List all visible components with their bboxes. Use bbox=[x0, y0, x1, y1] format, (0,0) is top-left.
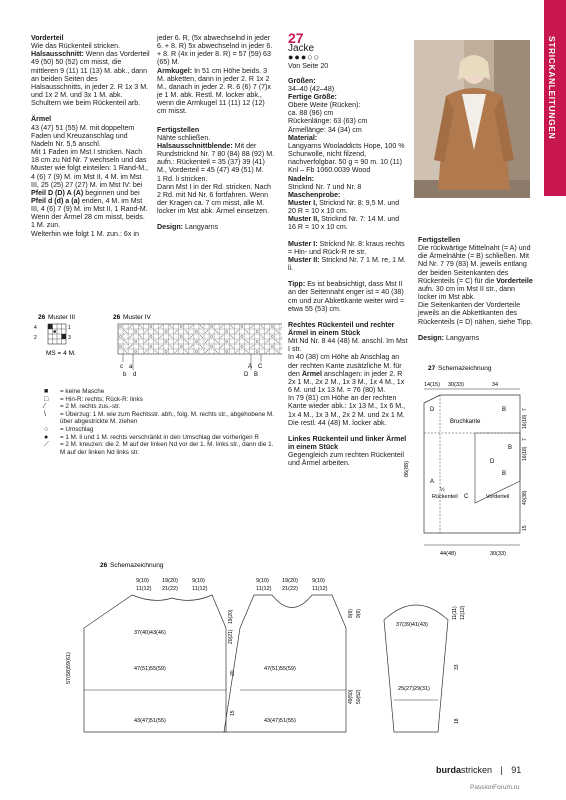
l-top-c: 19(20) bbox=[162, 578, 178, 584]
legend-text: = Umschlag bbox=[60, 425, 94, 433]
paragraph bbox=[288, 240, 408, 273]
r-top-c: 19(20) bbox=[282, 578, 298, 584]
symbol-legend bbox=[44, 388, 280, 456]
heading-nadeln: Nadeln: bbox=[288, 174, 315, 183]
muster-iv-grid bbox=[118, 324, 282, 354]
bruchkante-label: Bruchkante bbox=[450, 419, 481, 425]
heading-fertigstellen: Fertigstellen bbox=[157, 125, 200, 134]
brand-b: stricken bbox=[461, 765, 493, 775]
chart-number-2: 26 bbox=[113, 314, 121, 321]
text: Dann Mst I in der Rd. stricken. Nach 2 Rd. mit Nd Nr. 6 fortfahren. Wenn der Kragen ca. 7 cm misst, alle M. locker im Mst abk. Ärmel einsetzen. bbox=[157, 182, 271, 216]
mark-C: C bbox=[258, 364, 263, 370]
l-top-f: 11(12) bbox=[192, 586, 208, 592]
legend-item bbox=[44, 388, 280, 396]
l-r3: 20 bbox=[230, 670, 236, 676]
pattern-header bbox=[288, 30, 408, 71]
column-3 bbox=[288, 30, 408, 476]
heading-vorderteil: Vorderteil bbox=[31, 34, 64, 42]
text-bold: Ärmel bbox=[301, 369, 322, 378]
dim-r2: 16(18) bbox=[522, 414, 528, 429]
text-bold: Pfeil d (d) a (a) bbox=[31, 196, 80, 205]
r-s4: 50(52) bbox=[356, 689, 362, 704]
dim-r3: 7 bbox=[522, 438, 528, 441]
difficulty-dots: ●●●○○ bbox=[288, 52, 321, 63]
text: 34–40 (42–48) bbox=[288, 84, 335, 93]
r-top-d: 21(22) bbox=[282, 586, 298, 592]
text: Mit 1 Faden im Mst I stricken. Nach 18 cm zu Nd Nr. 7 wechseln und das Muster wie folgt einteilen: 1 Rand-M., 4 (6) 7 (9) M. im Mst II, 4 M. im Mst III, 25 (25) 27 (27) M. im Mst IV: bei bbox=[31, 148, 149, 189]
dim-r4: 16(18) bbox=[522, 446, 528, 461]
text: Die rückwärtige Mittelnaht (= A) und die Ärmelnähte (= B) schließen. Mit Nd Nr. 7 79 (83) M. jeweils entlang der beiden Seitenkanten des Rückenteils (= C) für die bbox=[418, 244, 531, 285]
text: Stricknd Nr. 8: kraus rechts = Hin- und Rück-R re str. bbox=[288, 239, 405, 256]
legend-item bbox=[44, 411, 280, 426]
row-label-3: 3 bbox=[68, 335, 71, 341]
text: Wie das Rückenteil stricken. bbox=[31, 42, 121, 51]
paragraph bbox=[288, 435, 408, 468]
paragraph bbox=[418, 334, 534, 342]
text-bold: Muster I: bbox=[288, 239, 318, 248]
column-4 bbox=[418, 236, 534, 350]
legend-item bbox=[44, 434, 280, 442]
text: Nähte schließen. bbox=[157, 133, 211, 142]
mark-d: d bbox=[133, 372, 137, 378]
paragraph bbox=[288, 321, 408, 427]
r-top-e: 9(10) bbox=[312, 578, 325, 584]
model-photo bbox=[414, 40, 530, 198]
chart-muster-iii: Muster III bbox=[48, 314, 76, 321]
knit-chart bbox=[30, 312, 282, 382]
s-r2: 12(12) bbox=[460, 605, 466, 620]
brand-name bbox=[436, 765, 492, 775]
legend-symbol-icon: ⁄ bbox=[44, 403, 46, 411]
mark-b: b bbox=[123, 372, 127, 378]
half-mark: ½ bbox=[440, 487, 445, 493]
mark-A: A bbox=[248, 364, 253, 370]
vorderteil-block bbox=[31, 34, 150, 107]
dim-t3: 34 bbox=[492, 382, 499, 388]
s-w1: 37(39)41(43) bbox=[396, 622, 428, 628]
schema-27-label: Schemazeichnung bbox=[438, 365, 492, 372]
r-s2: 9(9) bbox=[356, 609, 362, 618]
paragraph bbox=[157, 126, 275, 216]
von-seite: Von Seite 20 bbox=[288, 62, 329, 71]
s-w2: 25(27)29(31) bbox=[398, 686, 430, 692]
section-tab-label: STRICKANLEITUNGEN bbox=[547, 36, 557, 140]
letter-a: A bbox=[430, 479, 435, 485]
text: 1 Rd. li stricken. bbox=[157, 174, 208, 183]
schema-26 bbox=[44, 560, 484, 740]
l-r4: 15 bbox=[230, 710, 236, 716]
chart-number: 26 bbox=[38, 314, 46, 321]
column-2 bbox=[157, 34, 275, 239]
heading-fertige-groesse: Fertige Größe: bbox=[288, 92, 337, 101]
legend-text: = 1 M. li und 1 M. rechts verschränkt in den Umschlag der vorherigen R bbox=[60, 433, 259, 441]
text: aufn. 30 cm im Mst II str., dann locker im Mst abk. bbox=[418, 284, 515, 302]
legend-item bbox=[44, 396, 280, 404]
footer-separator: | bbox=[500, 765, 503, 775]
mark-c: c bbox=[120, 364, 123, 370]
paragraph bbox=[157, 223, 275, 231]
rueckenteil-label: Rückenteil bbox=[432, 494, 458, 500]
text: Wenn der Ärmel 28 cm misst, beids. 1 M. zun. bbox=[31, 213, 145, 230]
row-label-2: 2 bbox=[34, 335, 37, 341]
text: Obere Weite (Rücken): bbox=[288, 101, 361, 110]
text: Mit der Rundstricknd Nr. 7 80 (84) 88 (92) M. aufn.: Rückenteil = 35 (37) 39 (41) M., Vorderteil = 45 (47) 49 (51) M. bbox=[157, 141, 275, 175]
l-w3: 43(47)51(55) bbox=[134, 718, 166, 724]
legend-item bbox=[44, 441, 280, 456]
pattern-number: 27 bbox=[288, 30, 304, 46]
letter-b2: B bbox=[508, 445, 513, 451]
heading-halsausschnitt: Halsausschnitt: bbox=[31, 50, 84, 59]
dim-r6: 15 bbox=[522, 525, 528, 531]
heading-halsausschnittblende: Halsausschnittblende: bbox=[157, 141, 233, 150]
model-photo-illustration bbox=[414, 40, 530, 198]
text: In 79 (81) cm Höhe an der rechten Kante wieder abk.: 1x 13 M., 1x 6 M., 1x 4 M., 1x 3 M., 2x 2 M. und 2x 1 M. Die restl. 44 (48) M. locker abk. bbox=[288, 394, 406, 427]
design-label: Design: bbox=[157, 223, 184, 232]
r-top-f: 11(12) bbox=[312, 586, 328, 592]
text: 43 (47) 51 (55) M. mit doppeltem Faden und Kreuzanschlag und Nadeln Nr. 5,5 anschl. bbox=[31, 123, 135, 148]
schema-26-number: 26 bbox=[100, 562, 108, 569]
text: Stricknd Nr. 8: 9,5 M. und 20 R = 10 x 10 cm. bbox=[288, 198, 400, 216]
row-label-4: 4 bbox=[34, 325, 37, 331]
letter-b1: B bbox=[502, 407, 507, 413]
letter-b3: B bbox=[502, 471, 507, 477]
dim-left: 86(88) bbox=[404, 461, 410, 477]
text: anschlagen: in jeder 2. R 2x 1 M., 2x 2 M., 1x 3 M., 1x 4 M., 1x 6 M. und 1x 13 M. = 76 (80) M. bbox=[288, 369, 405, 395]
letter-d: D bbox=[430, 407, 435, 413]
ms-label: MS = 4 M. bbox=[46, 350, 76, 357]
heading-material: Material: bbox=[288, 133, 318, 142]
l-side: 57(58)59(61) bbox=[66, 652, 72, 684]
s-r3: 33 bbox=[454, 664, 460, 670]
text: Rückenlänge: 63 (63) cm bbox=[288, 117, 368, 126]
legend-symbol-icon: ⟋ bbox=[44, 441, 49, 449]
text: Mit Nd Nr. 8 44 (48) M. anschl. Im Mst I str. bbox=[288, 337, 408, 354]
footer bbox=[436, 760, 546, 778]
text-bold: Vorderteile bbox=[496, 276, 533, 285]
legend-item bbox=[44, 426, 280, 434]
design-label: Design: bbox=[418, 333, 445, 342]
text: Wenn das Vorderteil 49 (50) 50 (52) cm misst, die mittleren 9 (11) 11 (13) M. abk., dann an beiden Seiten des Halsausschnitts, in jeder 2. R 1x 3 M. und 1x 2 M. und 3x 1 M. abk. Schultern wie beim Rückenteil arb. bbox=[31, 50, 150, 108]
schema-26-label: Schemazeichnung bbox=[110, 562, 164, 569]
paragraph bbox=[288, 280, 408, 313]
brand-a: burda bbox=[436, 765, 462, 775]
legend-symbol-icon: \ bbox=[44, 410, 46, 418]
dim-t2: 30(33) bbox=[448, 382, 464, 388]
r-s3: 49(50) bbox=[348, 689, 354, 704]
text-bold: Pfeil D (D) A (A) bbox=[31, 188, 84, 197]
dim-t1: 14(15) bbox=[424, 382, 440, 388]
dim-r5: 40(38) bbox=[522, 490, 528, 505]
heading-armkugel: Armkugel: bbox=[157, 66, 193, 75]
l-top-b: 11(12) bbox=[136, 586, 152, 592]
paragraph bbox=[288, 77, 408, 232]
text: In 40 (38) cm Höhe ab Anschlag an der rechten Kante zusätzliche M. für den bbox=[288, 353, 402, 378]
l-r1: 19(20) bbox=[228, 609, 234, 624]
r-w2: 47(51)55(59) bbox=[264, 666, 296, 672]
text-bold: Muster I, bbox=[288, 198, 318, 207]
chart-muster-iv: Muster IV bbox=[123, 314, 151, 321]
l-top-a: 9(10) bbox=[136, 578, 149, 584]
r-w3: 43(47)51(55) bbox=[264, 718, 296, 724]
row-label-1: 1 bbox=[68, 325, 71, 331]
watermark: PassionForum.ru bbox=[470, 784, 520, 791]
text: Die Seitenkanten der Vorderteile jeweils an die Abkettkanten des Rückenteils (= D) nähen, siehe Tipp. bbox=[418, 301, 533, 326]
heading-fertigstellen: Fertigstellen bbox=[418, 236, 461, 244]
legend-text: = 2 M. kreuzen: die 2. M auf der linken Nd vor der 1. M. links str., dann die 1. M auf der linken Nd links str. bbox=[60, 441, 274, 456]
legend-text: = Hin-R: rechts; Rück-R: links bbox=[60, 395, 143, 403]
legend-text: = keine Masche bbox=[60, 388, 105, 395]
legend-symbol-icon: □ bbox=[44, 395, 49, 403]
text: beginnen und bei bbox=[83, 188, 140, 197]
l-top-e: 9(10) bbox=[192, 578, 205, 584]
paragraph bbox=[157, 34, 275, 116]
r-top-b: 11(12) bbox=[256, 586, 272, 592]
text-bold: Muster II: bbox=[288, 255, 320, 264]
r-top-a: 9(10) bbox=[256, 578, 269, 584]
heading-aermel: Ärmel bbox=[31, 115, 52, 124]
text: Langyarns bbox=[183, 223, 219, 232]
paragraph bbox=[418, 236, 534, 326]
text: enden, 4 M. im Mst III, 4 (6) 7 (9) M. im Mst II, 1 Rand-M. bbox=[31, 196, 148, 214]
legend-text: = Überzug: 1 M. wie zum Rechtsstr. abh., folg. M. rechts str., abgehobene M. über abgestrickte M. ziehen bbox=[60, 410, 275, 426]
mark-B: B bbox=[254, 372, 259, 378]
tipp-label: Tipp: bbox=[288, 280, 306, 289]
text: Stricknd Nr. 7: 14 M. und 16 R = 10 x 10 cm. bbox=[288, 215, 400, 232]
page-number: 91 bbox=[511, 765, 522, 775]
legend-item bbox=[44, 403, 280, 411]
column-1 bbox=[31, 34, 150, 246]
legend-symbol-icon: ○ bbox=[44, 425, 49, 433]
r-s1: 8(9) bbox=[348, 609, 354, 618]
legend-text: = 2 M. rechts zus.-str. bbox=[60, 403, 121, 411]
l-r2: 20(21) bbox=[228, 629, 234, 644]
dim-r1: 7 bbox=[522, 408, 528, 411]
letter-d2: D bbox=[490, 459, 495, 465]
text: In 51 cm Höhe beids. 3 M. abketten, dann in jeder 2. R 1x 2 M., danach in jeder 2. R. 6 (6) 7 (7)x je 1 M. abk. Restl. M. locker abk., wenn die Armkugel 11 (11) 12 (12) cm misst. bbox=[157, 66, 271, 116]
aermel-block bbox=[31, 115, 150, 237]
schema-27 bbox=[400, 363, 534, 566]
text: jeder 6. R, (5x abwechselnd in jeder 6. + 8. R) 5x abwechselnd in jeder 6. + 8. R (4x in jeder 8. R) = 57 (59) 63 (65) M. bbox=[157, 34, 273, 67]
mark-a: a bbox=[129, 364, 133, 370]
heading-groessen: Größen: bbox=[288, 76, 316, 85]
l-w2: 47(51)55(59) bbox=[134, 666, 166, 672]
text: Stricknd Nr. 7 und Nr. 8 bbox=[288, 182, 362, 191]
text: Welterhin wie folgt 1 M. zun.: 6x in bbox=[31, 229, 139, 238]
s-r4: 18 bbox=[454, 718, 460, 724]
text: Langyarns Wooladdicts Hope, 100 % Schurwolle, nicht filzend, nachverfolgbar. 50 g = 90 m. 10 (11) Knl – Fb 1060.0039 Wood bbox=[288, 141, 405, 175]
text: ca. 88 (96) cm bbox=[288, 109, 334, 118]
dim-b1: 44(48) bbox=[440, 551, 456, 557]
s-r1: 11(11) bbox=[452, 606, 458, 620]
dim-b2: 30(33) bbox=[490, 551, 506, 557]
schema-27-number: 27 bbox=[428, 365, 436, 372]
text-bold: Muster II, bbox=[288, 215, 320, 224]
text: Gegengleich zum rechten Rückenteil und Ärmel arbeiten. bbox=[288, 451, 404, 468]
heading-maschenprobe: Maschenprobe: bbox=[288, 190, 341, 199]
heading-linkes-rueckenteil: Linkes Rückenteil und linker Ärmel in einem Stück bbox=[288, 434, 407, 452]
l-top-d: 21(22) bbox=[162, 586, 178, 592]
section-tab bbox=[544, 0, 566, 196]
text: Stricknd Nr. 7 1 M. re, 1 M. li. bbox=[288, 255, 406, 273]
text: Ärmellänge: 34 (34) cm bbox=[288, 125, 362, 134]
text: Langyarns bbox=[444, 333, 480, 342]
pattern-title: Jacke bbox=[288, 43, 315, 55]
mark-D: D bbox=[244, 372, 249, 378]
legend-symbol-icon: ■ bbox=[44, 388, 49, 395]
letter-c: C bbox=[464, 494, 469, 500]
legend-symbol-icon: ● bbox=[44, 433, 49, 441]
text: Es ist beabsichtigt, dass Mst II an der Seitennaht enger ist = 40 (38) cm und zur Abkettkante weiter wird = etwa 55 (53) cm. bbox=[288, 280, 405, 313]
l-w1: 37(40)43(46) bbox=[134, 630, 166, 636]
heading-rechtes-rueckenteil: Rechtes Rückenteil und rechter Ärmel in einem Stück bbox=[288, 320, 395, 337]
vorderteil-label: Vorderteil bbox=[486, 494, 510, 500]
